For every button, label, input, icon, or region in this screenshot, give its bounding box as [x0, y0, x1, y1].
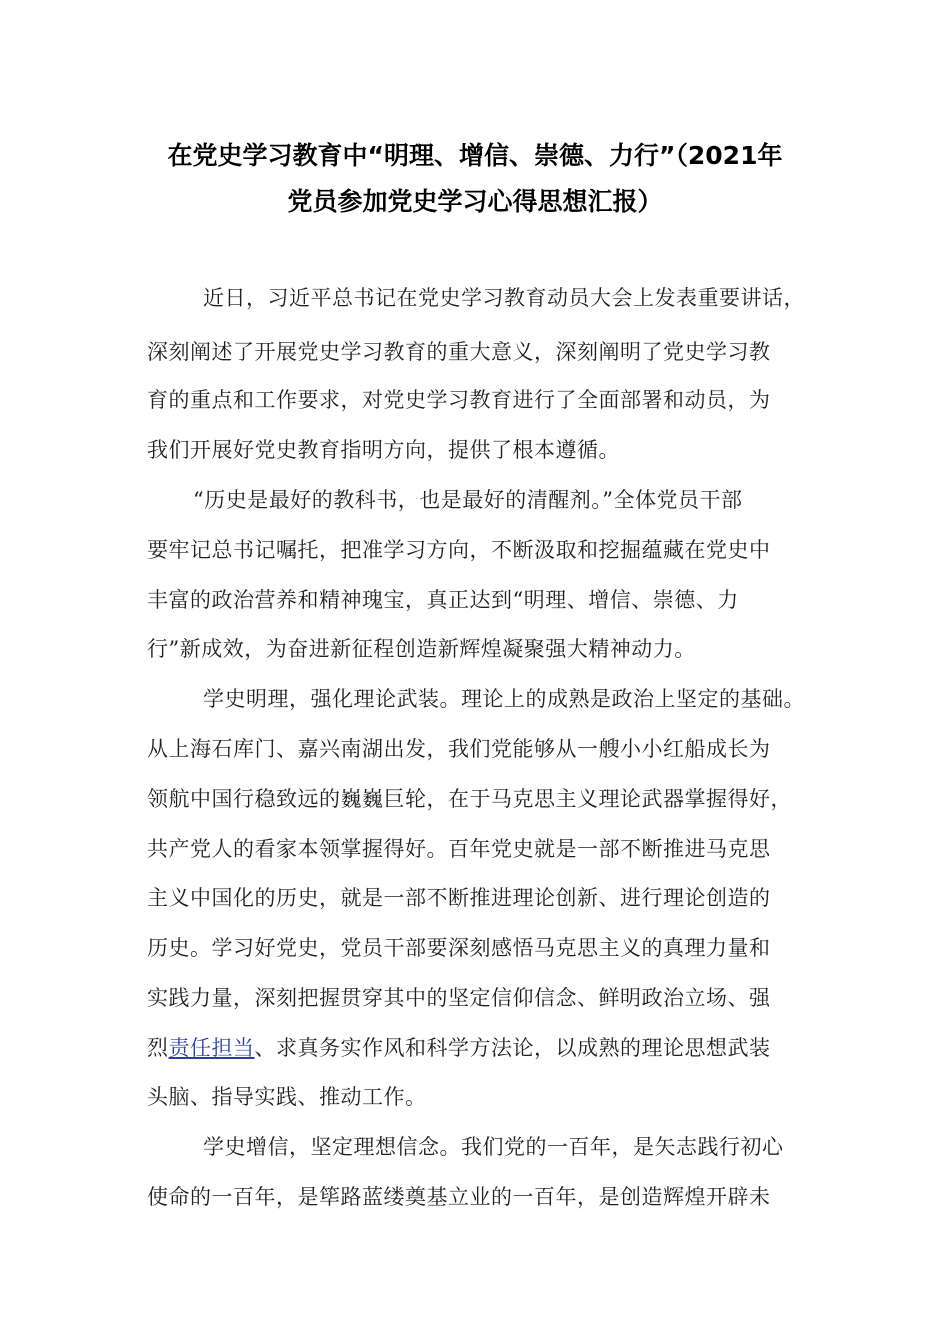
responsibility-link[interactable]: 责任担当: [168, 1036, 255, 1060]
document-title-line-1: 在党史学习教育中“明理、增信、崇德、力行”（2021年: [167, 141, 783, 170]
paragraph-line-with-link: [147, 1033, 771, 1063]
line-text-after-link: 、求真务实作风和科学方法论，以成熟的理论思想武装: [254, 1036, 771, 1060]
paragraph-line: 育的重点和工作要求，对党史学习教育进行了全面部署和动员，为: [147, 388, 771, 412]
paragraph-line: 要牢记总书记嘱托，把准学习方向，不断汲取和挖掘蕴藏在党史中: [147, 538, 771, 562]
paragraph-line: 头脑、指导实践、推动工作。: [147, 1085, 427, 1109]
paragraph-line: 共产党人的看家本领掌握得好。百年党史就是一部不断推进马克思: [147, 837, 771, 861]
paragraph-line: 领航中国行稳致远的巍巍巨轮，在于马克思主义理论武器掌握得好，: [147, 787, 792, 811]
paragraph-line: 学史增信，坚定理想信念。我们党的一百年，是矢志践行初心: [203, 1135, 784, 1159]
paragraph-line: 历史。学习好党史，党员干部要深刻感悟马克思主义的真理力量和: [147, 936, 771, 960]
paragraph-line: 学史明理，强化理论武装。理论上的成熟是政治上坚定的基础。: [203, 687, 805, 711]
paragraph-line: 行”新成效，为奋进新征程创造新辉煌凝聚强大精神动力。: [147, 637, 696, 661]
paragraph-line: 主义中国化的历史，就是一部不断推进理论创新、进行理论创造的: [147, 886, 771, 910]
paragraph-line: 实践力量，深刻把握贯穿其中的坚定信仰信念、鲜明政治立场、强: [147, 986, 771, 1010]
paragraph-line: 近日，习近平总书记在党史学习教育动员大会上发表重要讲话，: [203, 286, 805, 310]
paragraph-line: 我们开展好党史教育指明方向，提供了根本遵循。: [147, 438, 620, 462]
paragraph-line: 从上海石库门、嘉兴南湖出发，我们党能够从一艘小小红船成长为: [147, 737, 771, 761]
document-title-line-2: 党员参加党史学习心得思想汇报）: [287, 187, 663, 216]
paragraph-line: “历史是最好的教科书，也是最好的清醒剂。”全体党员干部: [193, 488, 743, 512]
paragraph-line: 丰富的政治营养和精神瑰宝，真正达到“明理、增信、崇德、力: [147, 588, 739, 612]
paragraph-line: 使命的一百年，是筚路蓝缕奠基立业的一百年，是创造辉煌开辟未: [147, 1185, 771, 1209]
line-text-before-link: 烈: [147, 1036, 169, 1060]
paragraph-line: 深刻阐述了开展党史学习教育的重大意义，深刻阐明了党史学习教: [147, 340, 771, 364]
